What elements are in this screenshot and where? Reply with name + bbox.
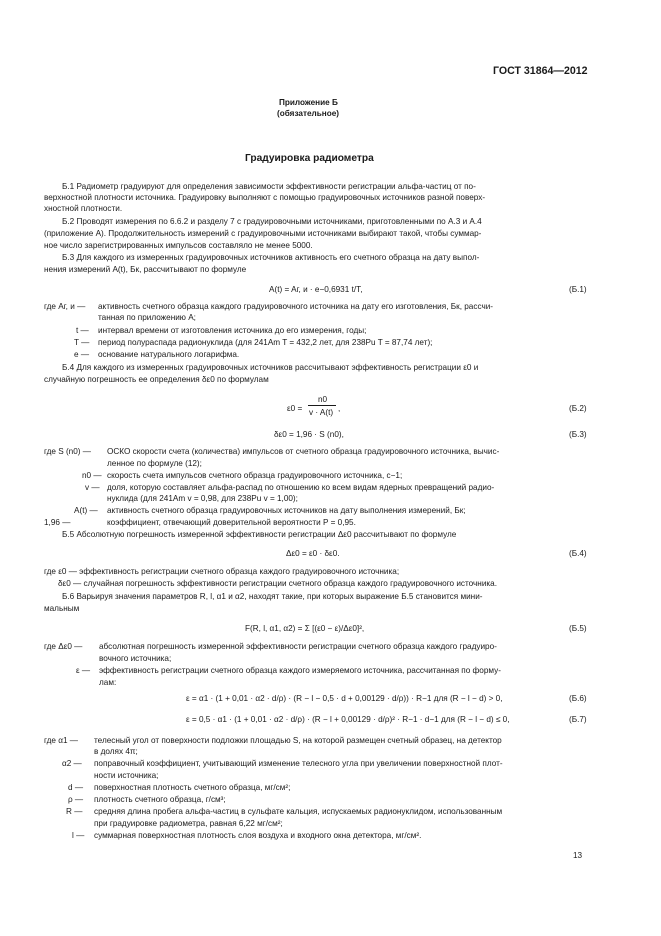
where-term: ε — xyxy=(76,666,91,675)
where-term: где Δε0 — xyxy=(44,642,83,651)
term-definition: ОСКО скорости счета (количества) импульсов от счетного образца градуировочного источника, вычис- xyxy=(107,447,500,456)
where-term: R — xyxy=(66,807,83,816)
section-title: Градуировка радиометра xyxy=(245,153,374,164)
term-definition: абсолютная погрешность измеренной эффективности регистрации счетного образца каждого градуиро- xyxy=(99,642,497,651)
appendix-status: (обязательное) xyxy=(277,109,339,118)
formula-b3: δε0 = 1,96 · S (n0), xyxy=(274,430,344,439)
term-definition: ности источника; xyxy=(94,771,159,780)
text-line: где ε0 — эффективность регистрации счетного образца каждого градуировочного источника; xyxy=(44,567,400,576)
term-definition: коэффициент, отвечающий доверительной вероятности P = 0,95. xyxy=(107,518,356,527)
term-definition: активность счетного образца каждого градуировочного источника на дату его изготовления, Бк, рассчи- xyxy=(98,302,494,311)
formula-b4: Δε0 = ε0 · δε0. xyxy=(286,549,340,558)
standard-designation: ГОСТ 31864—2012 xyxy=(493,65,588,77)
formula-b2-denominator: v · A(t) xyxy=(309,408,334,417)
formula-b6: ε = α1 · (1 + 0,01 · α2 · d/ρ) · (R − l − 0,5 · d + 0,00129 · d/ρ)) · R−1 для (R − l − d) > 0, xyxy=(186,694,503,703)
term-definition: поверхностная плотность счетного образца, мг/см²; xyxy=(94,783,291,792)
where-term: v — xyxy=(85,483,100,492)
term-definition: средняя длина пробега альфа-частиц в сульфате кальция, испускаемых радионуклидом, использованным xyxy=(94,807,503,816)
term-definition: вочного источника; xyxy=(99,654,172,663)
formula-number: (Б.2) xyxy=(569,404,587,413)
term-definition: нуклида (для 241Am v = 0,98, для 238Pu v = 1,00); xyxy=(107,494,298,503)
text-line: хностной плотности. xyxy=(44,204,123,213)
term-definition: скорость счета импульсов счетного образца градуировочного источника, с−1; xyxy=(107,471,403,480)
formula-b7: ε = 0,5 · α1 · (1 + 0,01 · α2 · d/ρ) · (R − l + 0,00129 · d/ρ)² · R−1 · d−1 для (R − l − d) ≤ 0, xyxy=(186,715,510,724)
text-line: Б.6 Варьируя значения параметров R, l, α1 и α2, находят такие, при которых выражение Б.5 становится мини- xyxy=(62,592,483,601)
fraction-bar xyxy=(308,405,336,406)
term-definition: интервал времени от изготовления источника до его измерения, годы; xyxy=(98,326,367,335)
text-line: Б.1 Радиометр градуируют для определения зависимости эффективности регистрации альфа-частиц от по- xyxy=(62,182,476,191)
where-term: l — xyxy=(72,831,85,840)
term-definition: телесный угол от поверхности подложки площадью S, на которой размещен счетный образец, на детектор xyxy=(94,736,502,745)
formula-number: (Б.5) xyxy=(569,624,587,633)
formula-b2-numerator: n0 xyxy=(318,395,328,404)
formula-number: (Б.1) xyxy=(569,285,587,294)
formula-number: (Б.6) xyxy=(569,694,587,703)
formula-b2-lhs: ε0 = xyxy=(287,404,303,413)
text-line: ное число зарегистрированных импульсов составляло не менее 5000. xyxy=(44,241,313,250)
term-definition: доля, которую составляет альфа-распад по отношению ко всем видам ядерных превращений радио- xyxy=(107,483,495,492)
where-term: d — xyxy=(68,783,84,792)
term-definition: период полураспада радионуклида (для 241Am T = 432,2 лет, для 238Pu T = 87,74 лет); xyxy=(98,338,433,347)
where-term: где S (n0) — xyxy=(44,447,91,456)
term-definition: плотность счетного образца, г/см³; xyxy=(94,795,226,804)
where-term: где Aг, и — xyxy=(44,302,86,311)
text-line: нения измерений A(t), Бк, рассчитывают по формуле xyxy=(44,265,247,274)
term-definition: поправочный коэффициент, учитывающий изменение телесного угла при увеличении поверхностной плот- xyxy=(94,759,503,768)
term-definition: при градуировке радиометра, равная 6,22 мг/см²; xyxy=(94,819,283,828)
term-definition: лам: xyxy=(99,678,117,687)
formula-number: (Б.7) xyxy=(569,715,587,724)
formula-number: (Б.3) xyxy=(569,430,587,439)
text-line: Б.4 Для каждого из измеренных градуировочных источников рассчитывают эффективность регистрации ε0 и xyxy=(62,363,479,372)
text-line: мальным xyxy=(44,604,80,613)
text-line: Б.3 Для каждого из измеренных градуировочных источников активность его счетного образца на дату выпол- xyxy=(62,253,480,262)
formula-b5: F(R, l, α1, α2) = Σ [(ε0 − ε)/Δε0]², xyxy=(245,624,365,633)
where-term: T — xyxy=(74,338,90,347)
text-line: Б.2 Проводят измерения по 6.6.2 и разделу 7 с градуировочными источниками, приготовленными по А.3 и А.4 xyxy=(62,217,482,226)
where-term: где α1 — xyxy=(44,736,78,745)
where-term: 1,96 — xyxy=(44,518,71,527)
page-number: 13 xyxy=(573,851,583,860)
text-line: Б.5 Абсолютную погрешность измеренной эффективности регистрации Δε0 рассчитывают по формуле xyxy=(62,530,457,539)
term-definition: эффективность регистрации счетного образца каждого измеряемого источника, рассчитанная по форму- xyxy=(99,666,501,675)
where-term: e — xyxy=(74,350,90,359)
text-line: (приложение А). Продолжительность измерений с градуировочными источниками выбирают такой, чтобы суммар- xyxy=(44,229,482,238)
where-term: ρ — xyxy=(68,795,84,804)
where-term: α2 — xyxy=(62,759,82,768)
where-term: n0 — xyxy=(82,471,102,480)
term-definition: танная по приложению А; xyxy=(98,313,196,322)
formula-number: (Б.4) xyxy=(569,549,587,558)
term-definition: активность счетного образца градуировочных источников на дату выполнения измерений, Бк; xyxy=(107,506,466,515)
term-definition: основание натурального логарифма. xyxy=(98,350,240,359)
where-term: A(t) — xyxy=(74,506,98,515)
text-line: верхностной плотности источника. Градуировку выполняют с помощью градуировочных источников разной поверх- xyxy=(44,193,486,202)
term-definition: в долях 4π; xyxy=(94,747,138,756)
term-definition: ленное по формуле (12); xyxy=(107,459,202,468)
text-line: случайную погрешность ее определения δε0 по формулам xyxy=(44,375,269,384)
formula-b1: A(t) = Aг, и · e−0,6931 t/T, xyxy=(269,285,363,294)
where-term: t — xyxy=(76,326,89,335)
term-definition: суммарная поверхностная плотность слоя воздуха и входного окна детектора, мг/см². xyxy=(94,831,422,840)
text-line: δε0 — случайная погрешность эффективности регистрации счетного образца каждого градуировочного источника. xyxy=(58,579,497,588)
formula-b2-comma: , xyxy=(338,404,341,413)
appendix-title: Приложение Б xyxy=(279,98,338,107)
